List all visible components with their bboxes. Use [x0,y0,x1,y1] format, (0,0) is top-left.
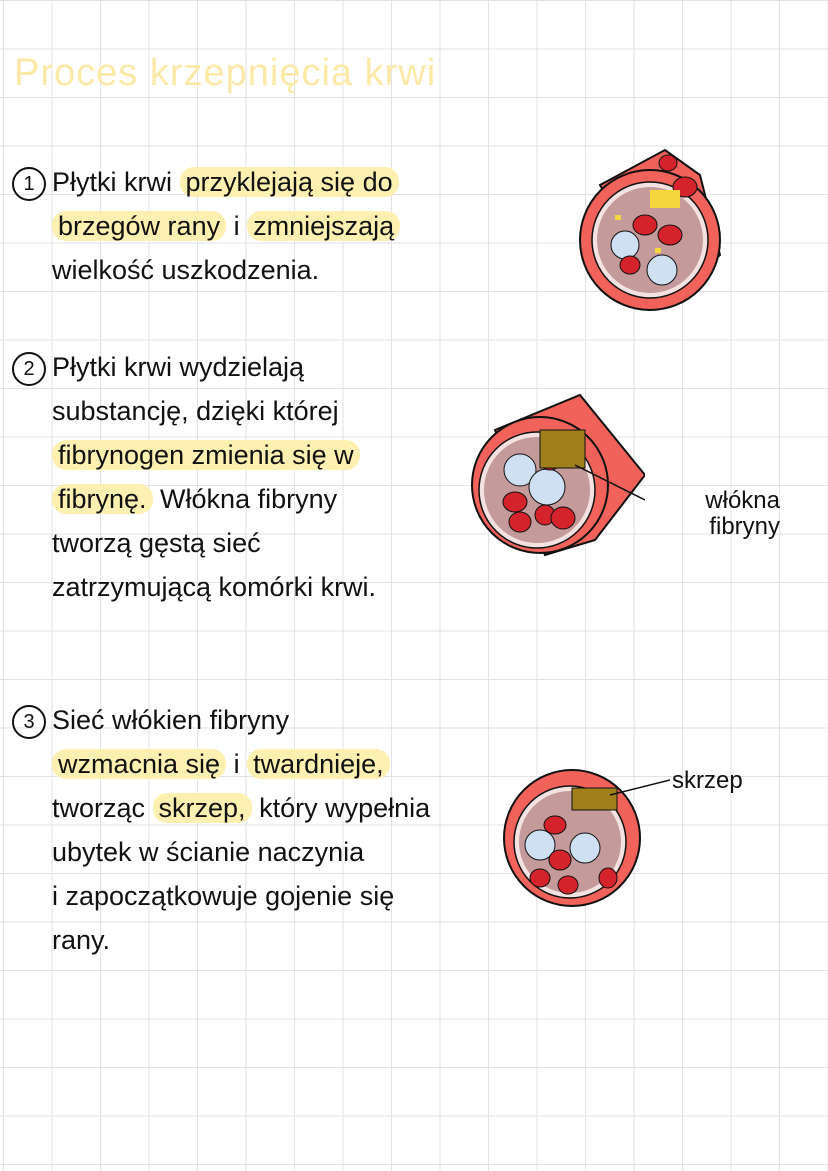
text-line [12,698,430,742]
vessel-illustration-3 [500,760,670,910]
text-line [12,248,400,292]
highlighted-text: przyklejają się do [180,167,399,197]
text-line [12,160,400,204]
text-segment: Płytki krwi [52,167,180,197]
text-line [12,742,430,786]
text-line [12,389,376,433]
page-title: Proces krzepnięcia krwi [14,52,437,94]
text-segment: ubytek w ścianie naczynia [52,837,365,867]
text-line [12,521,376,565]
text-segment: substancję, dzięki której [52,396,339,426]
vessel-illustration-2 [465,390,645,560]
step-number: 3 [12,705,46,739]
highlighted-text: skrzep, [153,793,252,823]
step-2 [12,345,376,609]
text-line [12,204,400,248]
text-segment: rany. [52,925,111,955]
text-segment: Włókna fibryny [152,484,338,514]
text-line [12,477,376,521]
text-segment: i [226,211,248,241]
text-segment: zatrzymującą komórki krwi. [52,572,377,602]
text-segment: wielkość uszkodzenia. [52,255,320,285]
text-line [12,345,376,389]
text-segment: i [226,749,248,779]
text-line [12,874,430,918]
text-line [12,830,430,874]
highlighted-text: brzegów rany [52,211,226,241]
step-1 [12,160,400,292]
step-number: 2 [12,352,46,386]
highlighted-text: twardnieje, [247,749,390,779]
text-line [12,786,430,830]
label-fibrin-fibers: włókna fibryny [705,487,780,540]
text-segment: Sieć włókien fibryny [52,705,290,735]
text-line [12,433,376,477]
vessel-illustration-1 [570,145,740,315]
text-segment: tworząc [52,793,153,823]
highlighted-text: fibrynogen zmienia się w [52,440,360,470]
step-3 [12,698,430,962]
text-segment: tworzą gęstą sieć [52,528,261,558]
text-segment: Płytki krwi wydzielają [52,352,305,382]
text-line [12,565,376,609]
label-clot: skrzep [672,767,743,794]
highlighted-text: zmniejszają [247,211,400,241]
highlighted-text: wzmacnia się [52,749,226,779]
highlighted-text: fibrynę. [52,484,153,514]
text-segment: i zapoczątkowuje gojenie się [52,881,395,911]
step-number: 1 [12,167,46,201]
text-line [12,918,430,962]
text-segment: który wypełnia [251,793,431,823]
